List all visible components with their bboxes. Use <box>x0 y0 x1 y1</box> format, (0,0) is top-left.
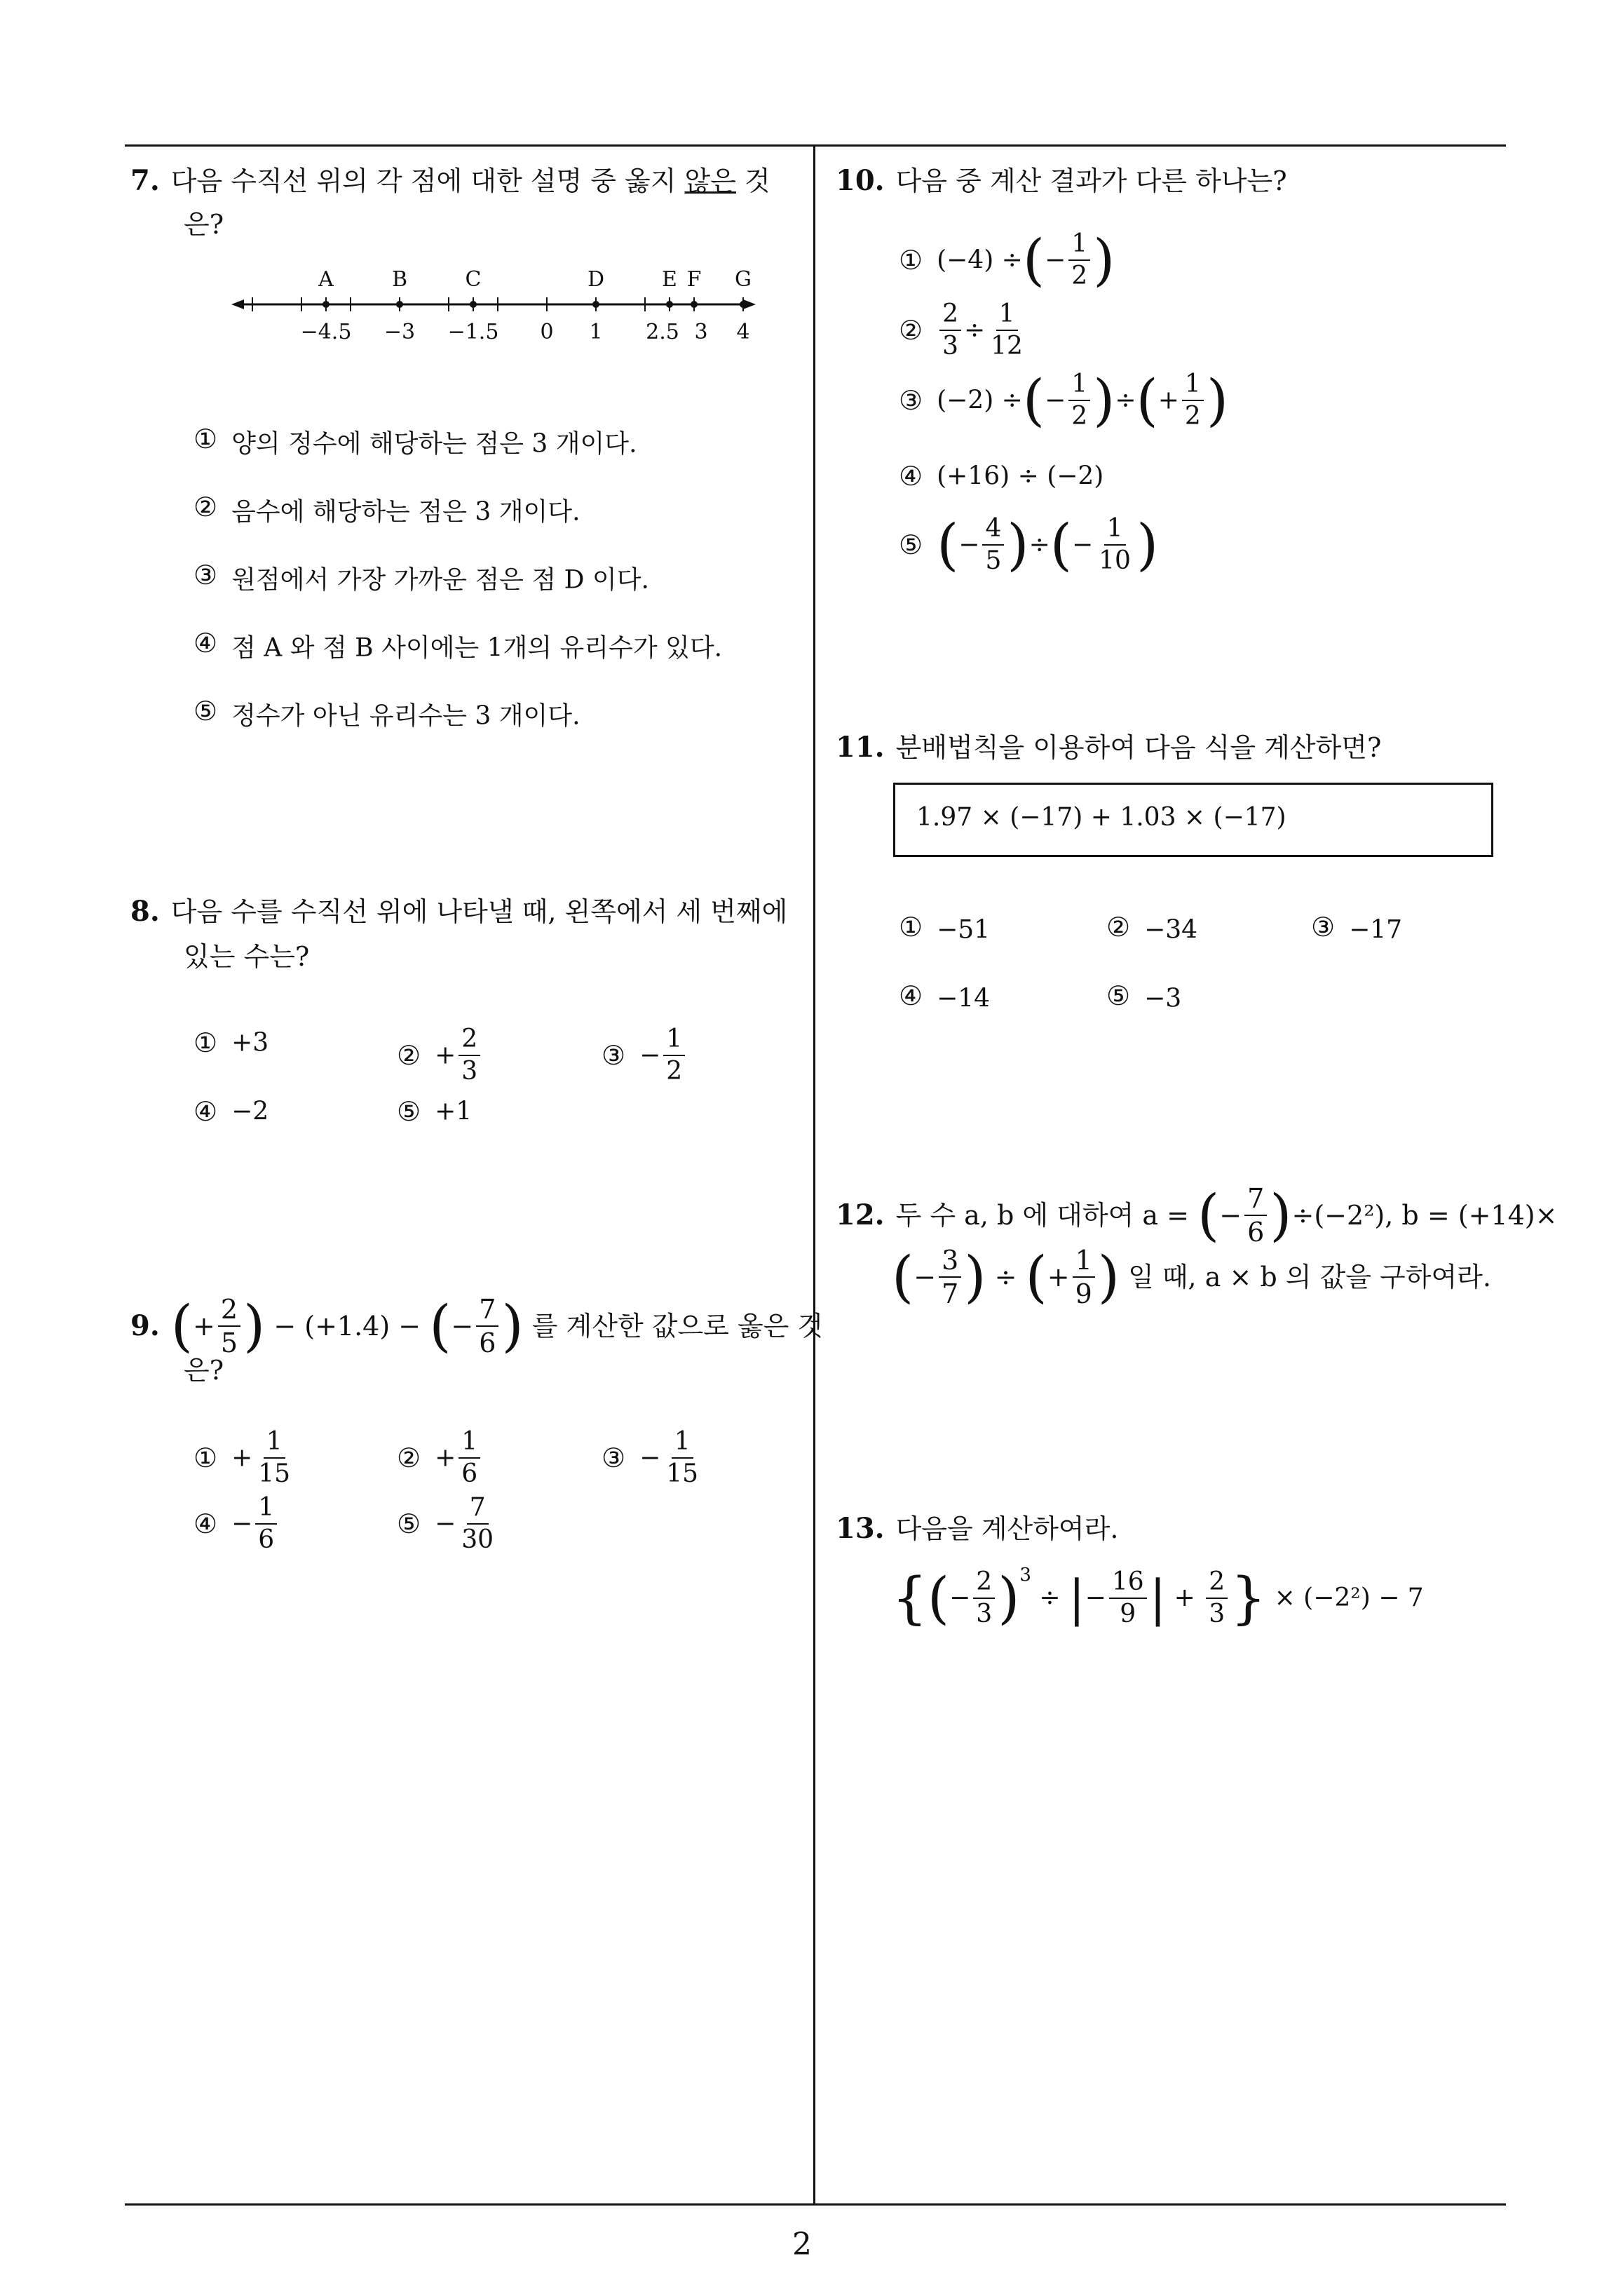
number-line-point <box>592 301 599 308</box>
q8-stem-line2: 있는 수는? <box>184 941 310 972</box>
q7-option-1[interactable]: ① 양의 정수에 해당하는 점은 3 개이다. <box>193 424 637 459</box>
q9-option-1[interactable]: ① + $\frac{1}{15}$ <box>193 1427 291 1488</box>
q9-option-4[interactable]: ④ − $\frac{1}{6}$ <box>193 1495 280 1553</box>
number-line-tick-label: 4 <box>736 320 750 344</box>
q12-stem-line1: 12. 두 수 a, b 에 대하여 a = (− $\frac{7}{6}$ )÷(−2²), b = (+14)× <box>836 1182 1558 1248</box>
q7-stem: 7. 다음 수직선 위의 각 점에 대한 설명 중 옳지 않은 것 <box>130 164 770 197</box>
q11-number: 11. <box>836 731 885 764</box>
number-line-tick-label: −3 <box>383 320 416 344</box>
q12-stem-line2: (− $\frac{3}{7}$ ) ÷ (+ $\frac{1}{9}$ ) 일 때, a × b 의 값을 구하여라. <box>892 1244 1491 1309</box>
number-line-tick-label: 1 <box>589 320 603 344</box>
q9-stem-line2: 은? <box>184 1355 224 1386</box>
q10-option-1[interactable]: ① (−4) ÷(− $\frac{1}{2}$ ) <box>899 227 1115 292</box>
q10-option-2[interactable]: ② $\frac{2}{3}$ ÷ $\frac{1}{12}$ <box>899 299 1023 360</box>
number-line-point-label: F <box>686 267 702 292</box>
number-line-point-label: G <box>735 267 752 292</box>
number-line-point <box>691 301 698 308</box>
bottom-rule <box>125 2203 1506 2206</box>
q11-option-1[interactable]: ① −51 <box>899 912 991 945</box>
q8-option-1[interactable]: ① +3 <box>193 1027 269 1058</box>
number-line-tick-label: 0 <box>540 320 554 344</box>
q12-number: 12. <box>836 1198 885 1231</box>
q11-option-5[interactable]: ⑤ −3 <box>1106 980 1182 1013</box>
number-line-point <box>740 301 747 308</box>
q11-option-2[interactable]: ② −34 <box>1106 912 1198 945</box>
number-line-tick-label: −1.5 <box>447 320 499 344</box>
top-rule <box>125 144 1506 147</box>
q7-option-2[interactable]: ② 음수에 해당하는 점은 3 개이다. <box>193 492 580 527</box>
number-line-point <box>470 301 477 308</box>
q10-option-3[interactable]: ③ (−2) ÷(− $\frac{1}{2}$ )÷(+ $\frac{1}{2}$ ) <box>899 367 1229 433</box>
number-line-tick-label: −4.5 <box>300 320 352 344</box>
q7-number: 7. <box>130 164 160 197</box>
q9-option-3[interactable]: ③ − $\frac{1}{15}$ <box>602 1427 699 1488</box>
number-line-point-label: E <box>662 267 677 292</box>
q9-number: 9. <box>130 1309 160 1342</box>
q10-number: 10. <box>836 164 885 197</box>
q7-option-4[interactable]: ④ 점 A 와 점 B 사이에는 1개의 유리수가 있다. <box>193 628 723 663</box>
q7-underlined-word: 않은 <box>684 166 736 196</box>
number-line <box>231 265 757 349</box>
number-line-point-label: C <box>465 267 482 292</box>
number-line-point-label: D <box>587 267 605 292</box>
q8-option-3[interactable]: ③ − $\frac{1}{2}$ <box>602 1027 688 1084</box>
q13-number: 13. <box>836 1512 885 1545</box>
column-divider <box>813 144 815 2205</box>
q11-stem: 11. 분배법칙을 이용하여 다음 식을 계산하면? <box>836 731 1382 764</box>
q10-stem: 10. 다음 중 계산 결과가 다른 하나는? <box>836 164 1287 197</box>
q11-expression: 1.97 × (−17) + 1.03 × (−17) <box>916 803 1286 832</box>
q8-number: 8. <box>130 895 160 928</box>
page-number: 2 <box>792 2227 812 2262</box>
q7-option-5[interactable]: ⑤ 정수가 아닌 유리수는 3 개이다. <box>193 696 580 731</box>
number-line-tick-label: 3 <box>694 320 708 344</box>
q9-option-2[interactable]: ② + $\frac{1}{6}$ <box>397 1429 483 1487</box>
q13-expression: {(− $\frac{2}{3}$ )$^3$ ÷ |− $\frac{16}{9}$ | + $\frac{2}{3}$ } × (−2²) − 7 <box>892 1565 1424 1630</box>
q9-stem: 9. (+ $\frac{2}{5}$ ) − (+1.4) − (− $\frac{7}{6}$ ) 를 계산한 값으로 옳은 것 <box>130 1293 824 1358</box>
q8-stem: 8. 다음 수를 수직선 위에 나타낼 때, 왼쪽에서 세 번째에 <box>130 895 788 928</box>
q7-stem-line2: 은? <box>184 209 224 240</box>
q8-option-4[interactable]: ④ −2 <box>193 1096 269 1127</box>
number-line-point-label: B <box>391 267 408 292</box>
q9-option-5[interactable]: ⑤ − $\frac{7}{30}$ <box>397 1493 494 1554</box>
number-line-point <box>666 301 673 308</box>
q11-expression-box <box>893 783 1493 857</box>
q7-option-3[interactable]: ③ 원점에서 가장 가까운 점은 점 D 이다. <box>193 560 649 595</box>
number-line-point <box>396 301 403 308</box>
number-line-tick-label: 2.5 <box>646 320 679 344</box>
q10-option-4[interactable]: ④ (+16) ÷ (−2) <box>899 461 1104 492</box>
q11-option-4[interactable]: ④ −14 <box>899 980 991 1013</box>
q8-option-5[interactable]: ⑤ +1 <box>397 1096 473 1127</box>
number-line-point-label: A <box>318 267 334 292</box>
q11-option-3[interactable]: ③ −17 <box>1311 912 1403 945</box>
number-line-point <box>322 301 330 308</box>
q13-stem: 13. 다음을 계산하여라. <box>836 1512 1119 1545</box>
q8-option-2[interactable]: ② + $\frac{2}{3}$ <box>397 1027 483 1084</box>
q10-option-5[interactable]: ⑤ (− $\frac{4}{5}$ )÷(− $\frac{1}{10}$ ) <box>899 512 1159 577</box>
